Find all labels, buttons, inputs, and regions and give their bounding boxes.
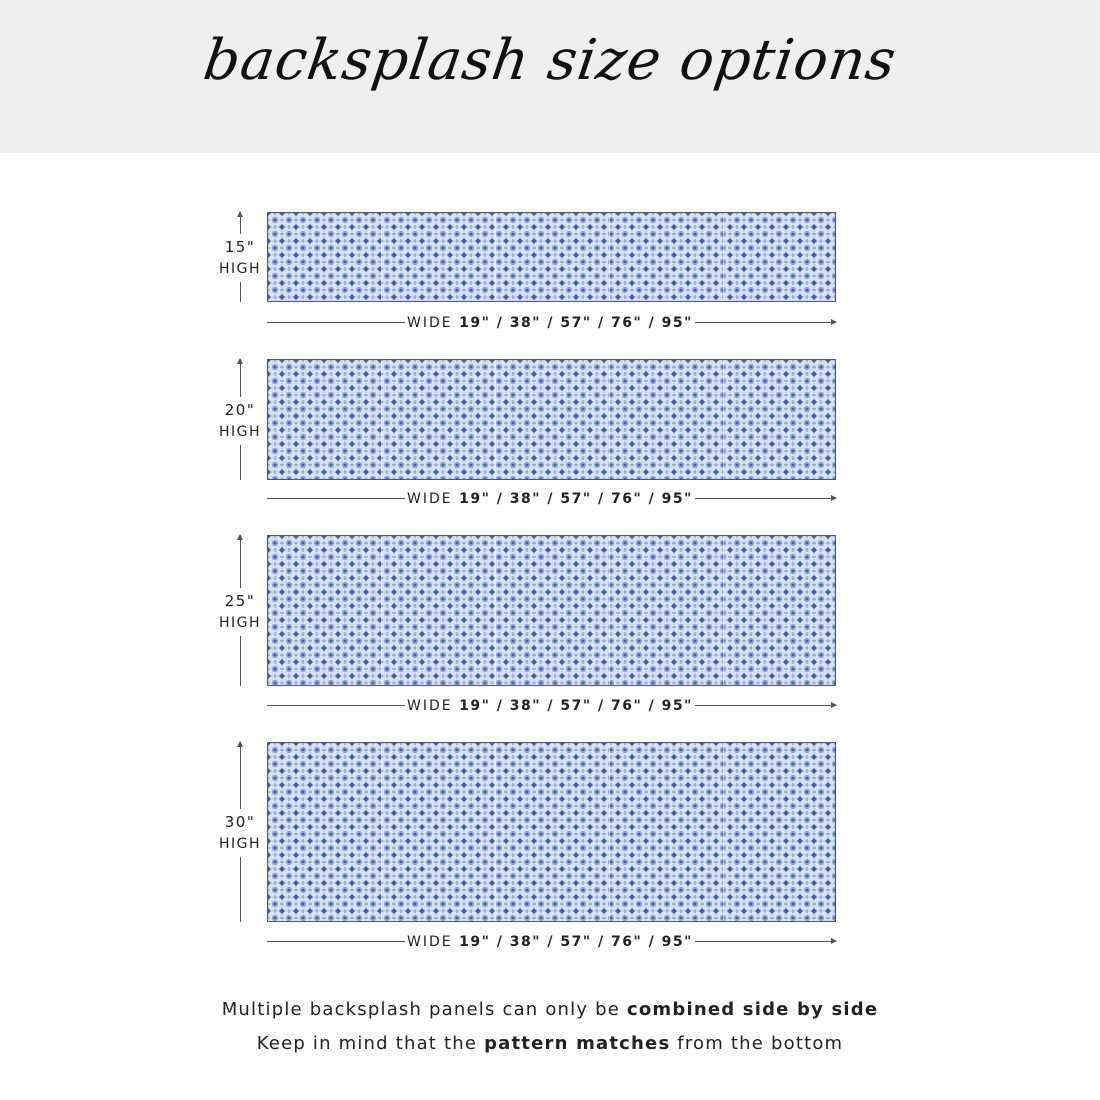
height-value: 25" xyxy=(224,592,256,610)
width-label xyxy=(405,932,695,952)
backsplash-panel xyxy=(267,742,836,922)
height-value: 30" xyxy=(224,813,256,831)
height-label xyxy=(215,588,265,636)
backsplash-panel xyxy=(267,212,836,302)
note-text: Multiple backsplash panels can only be xyxy=(221,999,627,1020)
wide-label: WIDE xyxy=(407,491,453,507)
height-label xyxy=(215,234,265,282)
width-label xyxy=(405,313,695,333)
width-values: 19" / 38" / 57" / 76" / 95" xyxy=(459,491,693,507)
note-text: from the bottom xyxy=(670,1033,844,1054)
height-value: 20" xyxy=(224,401,256,419)
note-line-2 xyxy=(0,1027,1100,1061)
high-label: HIGH xyxy=(218,261,262,277)
backsplash-panel xyxy=(267,359,836,480)
high-label: HIGH xyxy=(218,836,262,852)
notes xyxy=(0,993,1100,1061)
wide-label: WIDE xyxy=(407,315,453,331)
width-values: 19" / 38" / 57" / 76" / 95" xyxy=(459,934,693,950)
tile-pattern xyxy=(268,743,835,921)
height-label xyxy=(215,397,265,445)
height-label xyxy=(215,809,265,857)
high-label: HIGH xyxy=(218,424,262,440)
note-text: Keep in mind that the xyxy=(256,1033,485,1054)
width-values: 19" / 38" / 57" / 76" / 95" xyxy=(459,315,693,331)
high-label: HIGH xyxy=(218,615,262,631)
header-banner xyxy=(0,0,1100,153)
wide-label: WIDE xyxy=(407,698,453,714)
height-value: 15" xyxy=(224,238,256,256)
tile-pattern xyxy=(268,536,835,685)
tile-pattern xyxy=(268,213,835,301)
wide-label: WIDE xyxy=(407,934,453,950)
width-label xyxy=(405,489,695,509)
backsplash-panel xyxy=(267,535,836,686)
page-title: backsplash size options xyxy=(199,28,901,93)
width-values: 19" / 38" / 57" / 76" / 95" xyxy=(459,698,693,714)
note-emphasis: combined side by side xyxy=(626,999,879,1020)
note-line-1 xyxy=(0,993,1100,1027)
note-emphasis: pattern matches xyxy=(484,1033,671,1054)
width-label xyxy=(405,696,695,716)
tile-pattern xyxy=(268,360,835,479)
